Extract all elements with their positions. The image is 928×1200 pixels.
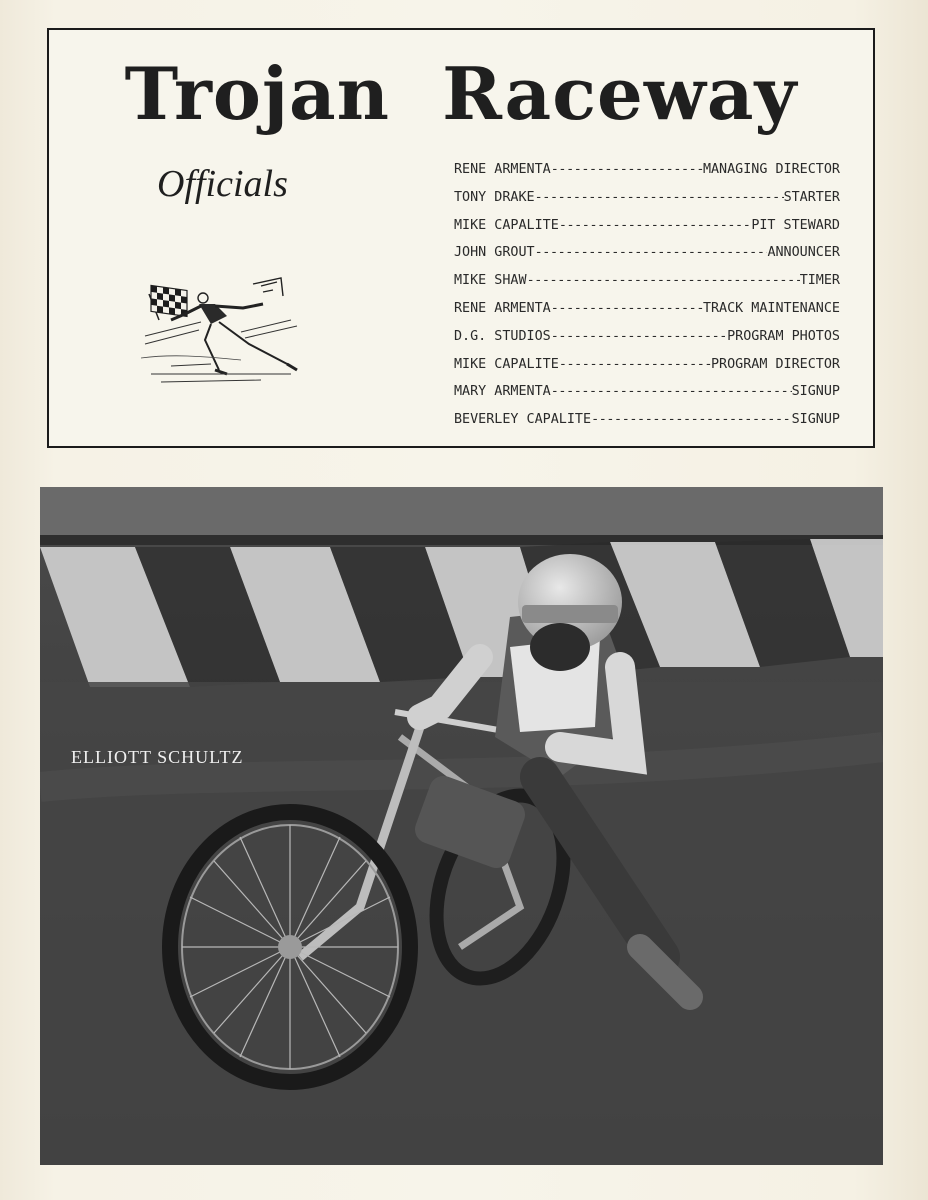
official-name: D.G. STUDIOS xyxy=(454,328,551,344)
official-row xyxy=(454,357,840,385)
official-name: TONY DRAKE xyxy=(454,189,535,205)
official-name: RENE ARMENTA xyxy=(454,300,551,316)
official-name: JOHN GROUT xyxy=(454,245,535,261)
official-role: PROGRAM DIRECTOR xyxy=(711,356,840,372)
officials-roster xyxy=(454,162,840,440)
official-name: BEVERLEY CAPALITE xyxy=(454,412,592,428)
official-row xyxy=(454,218,840,246)
official-name: RENE ARMENTA xyxy=(454,162,551,177)
leader-dashes xyxy=(527,273,800,288)
official-role: PROGRAM PHOTOS xyxy=(727,328,840,344)
leader-dashes xyxy=(551,329,727,344)
leader-dashes xyxy=(535,190,784,205)
speedway-rider-image xyxy=(40,487,883,1165)
photo-caption: ELLIOTT SCHULTZ xyxy=(71,747,244,767)
leader-dashes xyxy=(551,301,703,316)
official-row xyxy=(454,384,840,412)
official-name: MIKE CAPALITE xyxy=(454,356,559,372)
officials-panel xyxy=(47,28,875,448)
official-role: SIGNUP xyxy=(791,412,840,428)
official-row xyxy=(454,162,840,190)
official-role: ANNOUNCER xyxy=(767,245,840,261)
official-row xyxy=(454,190,840,218)
official-role: PIT STEWARD xyxy=(751,217,840,233)
leader-dashes xyxy=(535,245,768,260)
rider-photo xyxy=(40,487,883,1165)
leader-dashes xyxy=(559,357,711,372)
leader-dashes xyxy=(559,218,752,233)
official-name: MARY ARMENTA xyxy=(454,384,551,400)
official-name: MIKE CAPALITE xyxy=(454,217,559,233)
flagman-illustration xyxy=(141,274,306,390)
official-row xyxy=(454,273,840,301)
officials-heading: Officials xyxy=(157,163,288,205)
official-row xyxy=(454,245,840,273)
leader-dashes xyxy=(551,384,792,399)
official-role: STARTER xyxy=(783,189,840,205)
official-role: TIMER xyxy=(799,273,840,289)
official-row xyxy=(454,301,840,329)
page-title: Trojan Raceway xyxy=(124,51,798,136)
official-row xyxy=(454,329,840,357)
official-role: SIGNUP xyxy=(791,384,840,400)
official-role: TRACK MAINTENANCE xyxy=(702,300,840,316)
official-role: MANAGING DIRECTOR xyxy=(702,162,840,177)
leader-dashes xyxy=(591,412,792,427)
official-name: MIKE SHAW xyxy=(454,273,527,289)
official-row xyxy=(454,412,840,440)
leader-dashes xyxy=(551,162,703,177)
